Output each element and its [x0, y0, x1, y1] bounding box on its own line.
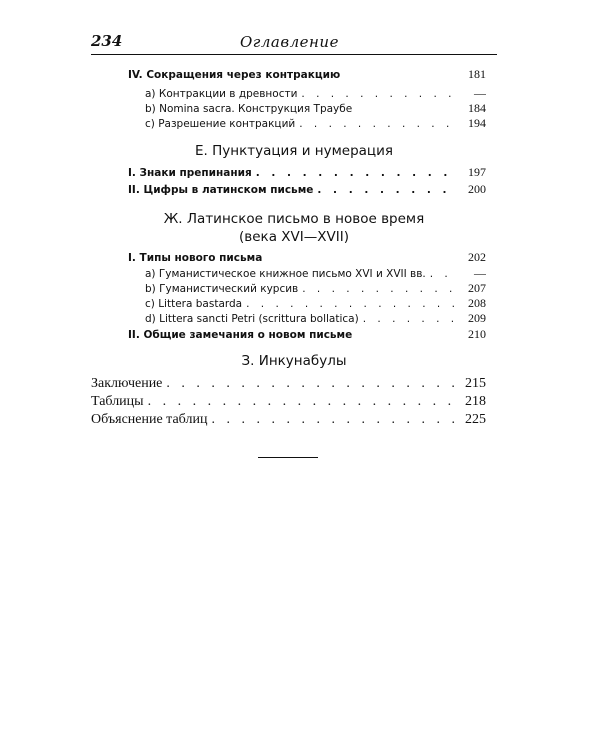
toc-entry-page: 225	[465, 412, 486, 427]
dot-leader	[148, 394, 456, 410]
toc-entry-label: b) Гуманистический курсив	[145, 283, 299, 295]
toc-entry-label: a) Гуманистическое книжное письмо XVI и XVII вв.	[145, 268, 426, 280]
running-title: Оглавление	[240, 33, 339, 51]
toc-entry-label: c) Littera bastarda	[145, 298, 243, 310]
section-heading-subtitle: (века XVI—XVII)	[239, 229, 349, 245]
dot-leader	[246, 298, 456, 310]
dot-leader	[301, 88, 456, 100]
dot-leader	[211, 412, 456, 428]
toc-entry-page: 202	[468, 250, 486, 264]
section-heading: Ж. Латинское письмо в новое время	[163, 211, 425, 227]
section-heading: Е. Пунктуация и нумерация	[194, 143, 394, 159]
dot-leader	[363, 313, 456, 325]
toc-entry-label: a) Контракции в древности	[145, 88, 298, 100]
toc-entry	[128, 165, 486, 180]
toc-entry	[128, 327, 486, 342]
toc-entry	[145, 101, 486, 116]
toc-entry-label: d) Littera sancti Petri (scrittura bollatica)	[145, 313, 359, 325]
toc-entry-label: IV. Сокращения через контракцию	[128, 69, 341, 81]
toc-entry-page: 210	[468, 327, 486, 341]
toc-entry-page: 208	[468, 296, 486, 310]
toc-entry	[91, 412, 486, 428]
toc-entry-label: c) Разрешение контракций	[145, 118, 296, 130]
toc-entry-page: 209	[468, 311, 486, 325]
page-number: 234	[91, 32, 123, 50]
toc-entry	[128, 67, 486, 82]
toc-entry-label: Таблицы	[91, 394, 144, 409]
toc-entry-page: —	[474, 86, 486, 100]
toc-entry	[128, 250, 486, 265]
toc-entry-label: II. Цифры в латинском письме	[128, 184, 314, 196]
toc-entry	[145, 266, 486, 281]
toc-entry-page: 194	[468, 116, 486, 130]
toc-entry-label: I. Знаки препинания	[128, 167, 252, 179]
toc-entry	[145, 86, 486, 101]
header-rule	[91, 54, 497, 55]
dot-leader	[430, 268, 456, 280]
toc-entry-page: 215	[465, 376, 486, 391]
toc-entry	[145, 281, 486, 296]
toc-entry-label: II. Общие замечания о новом письме	[128, 329, 353, 341]
toc-entry-label: Заключение	[91, 376, 163, 391]
dot-leader	[317, 184, 456, 196]
toc-entry-page: 200	[468, 182, 486, 196]
toc-entry-page: 218	[465, 394, 486, 409]
toc-entry-label: I. Типы нового письма	[128, 252, 263, 264]
dot-leader	[299, 118, 456, 130]
toc-entry	[145, 116, 486, 131]
dot-leader	[256, 167, 456, 179]
toc-entry	[145, 311, 486, 326]
toc-entry	[145, 296, 486, 311]
toc-entry	[91, 376, 486, 392]
section-heading: З. Инкунабулы	[241, 353, 347, 369]
toc-entry-page: 197	[468, 165, 486, 179]
dot-leader	[166, 376, 456, 392]
toc-entry-label: b) Nomina sacra. Конструкция Траубе	[145, 103, 353, 115]
dot-leader	[302, 283, 456, 295]
toc-entry	[91, 394, 486, 410]
toc-entry	[128, 182, 486, 197]
toc-entry-page: 207	[468, 281, 486, 295]
toc-entry-page: 181	[468, 67, 486, 81]
closing-rule	[258, 457, 318, 458]
toc-entry-label: Объяснение таблиц	[91, 412, 208, 427]
toc-entry-page: —	[474, 266, 486, 280]
toc-entry-page: 184	[468, 101, 486, 115]
